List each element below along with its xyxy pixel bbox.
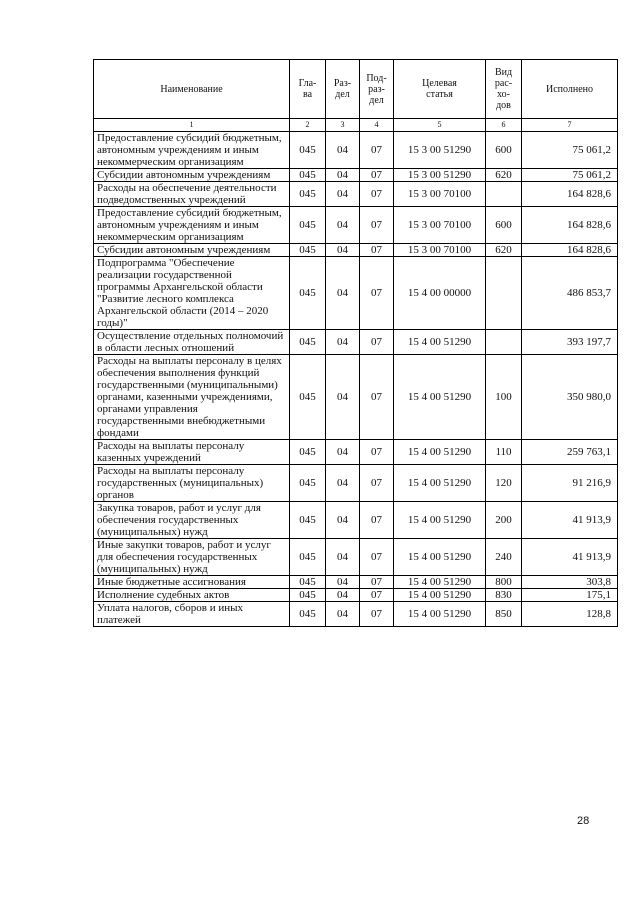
row-target: 15 4 00 51290	[394, 355, 486, 440]
header-row	[94, 60, 618, 119]
header-type: Вид рас- хо- дов	[486, 60, 522, 119]
row-subsection: 07	[360, 169, 394, 182]
table-row	[94, 539, 618, 576]
row-amount: 128,8	[522, 602, 618, 627]
budget-table-container	[93, 59, 617, 627]
header-chapter: Гла- ва	[290, 60, 326, 119]
row-type: 200	[486, 502, 522, 539]
row-section: 04	[326, 132, 360, 169]
row-type: 600	[486, 207, 522, 244]
row-target: 15 3 00 70100	[394, 182, 486, 207]
row-type	[486, 330, 522, 355]
row-name: Закупка товаров, работ и услуг для обеспечения государственных (муниципальных) нужд	[94, 502, 290, 539]
column-number: 4	[360, 119, 394, 132]
row-amount: 41 913,9	[522, 502, 618, 539]
table-row	[94, 182, 618, 207]
table-row	[94, 440, 618, 465]
page-number: 28	[577, 815, 590, 827]
row-section: 04	[326, 182, 360, 207]
table-row	[94, 355, 618, 440]
row-chapter: 045	[290, 330, 326, 355]
row-chapter: 045	[290, 257, 326, 330]
row-type: 120	[486, 465, 522, 502]
row-amount: 75 061,2	[522, 169, 618, 182]
row-subsection: 07	[360, 539, 394, 576]
row-name: Предоставление субсидий бюджетным, автономным учреждениям и иным некоммерческим организациям	[94, 132, 290, 169]
row-chapter: 045	[290, 169, 326, 182]
table-row	[94, 602, 618, 627]
row-target: 15 4 00 51290	[394, 602, 486, 627]
table-row	[94, 576, 618, 589]
row-target: 15 4 00 51290	[394, 589, 486, 602]
row-chapter: 045	[290, 502, 326, 539]
row-subsection: 07	[360, 355, 394, 440]
column-number: 7	[522, 119, 618, 132]
row-section: 04	[326, 330, 360, 355]
row-name: Исполнение судебных актов	[94, 589, 290, 602]
row-type: 110	[486, 440, 522, 465]
table-row	[94, 502, 618, 539]
row-name: Предоставление субсидий бюджетным, автономным учреждениям и иным некоммерческим организациям	[94, 207, 290, 244]
row-section: 04	[326, 502, 360, 539]
row-subsection: 07	[360, 257, 394, 330]
header-name: Наименование	[94, 60, 290, 119]
row-subsection: 07	[360, 132, 394, 169]
row-name: Расходы на обеспечение деятельности подведомственных учреждений	[94, 182, 290, 207]
row-subsection: 07	[360, 330, 394, 355]
row-amount: 393 197,7	[522, 330, 618, 355]
row-target: 15 4 00 51290	[394, 539, 486, 576]
row-name: Субсидии автономным учреждениям	[94, 169, 290, 182]
row-subsection: 07	[360, 465, 394, 502]
row-amount: 41 913,9	[522, 539, 618, 576]
header-subsection: Под- раз- дел	[360, 60, 394, 119]
row-subsection: 07	[360, 182, 394, 207]
row-section: 04	[326, 440, 360, 465]
row-target: 15 4 00 51290	[394, 440, 486, 465]
row-subsection: 07	[360, 440, 394, 465]
row-amount: 303,8	[522, 576, 618, 589]
row-section: 04	[326, 589, 360, 602]
row-target: 15 4 00 51290	[394, 576, 486, 589]
row-subsection: 07	[360, 207, 394, 244]
row-type	[486, 257, 522, 330]
row-chapter: 045	[290, 182, 326, 207]
row-section: 04	[326, 355, 360, 440]
row-section: 04	[326, 244, 360, 257]
row-subsection: 07	[360, 244, 394, 257]
row-section: 04	[326, 539, 360, 576]
row-target: 15 3 00 70100	[394, 207, 486, 244]
row-type: 830	[486, 589, 522, 602]
row-target: 15 3 00 51290	[394, 132, 486, 169]
row-amount: 259 763,1	[522, 440, 618, 465]
row-subsection: 07	[360, 502, 394, 539]
column-number: 6	[486, 119, 522, 132]
row-name: Иные бюджетные ассигнования	[94, 576, 290, 589]
table-body	[94, 132, 618, 627]
row-subsection: 07	[360, 576, 394, 589]
row-type	[486, 182, 522, 207]
row-type: 850	[486, 602, 522, 627]
row-type: 800	[486, 576, 522, 589]
column-number: 1	[94, 119, 290, 132]
row-target: 15 4 00 51290	[394, 465, 486, 502]
row-chapter: 045	[290, 576, 326, 589]
row-amount: 91 216,9	[522, 465, 618, 502]
row-target: 15 4 00 51290	[394, 502, 486, 539]
row-subsection: 07	[360, 589, 394, 602]
table-row	[94, 465, 618, 502]
row-name: Осуществление отдельных полномочий в области лесных отношений	[94, 330, 290, 355]
row-section: 04	[326, 169, 360, 182]
row-name: Подпрограмма "Обеспечение реализации государственной программы Архангельской области "Развитие лесного комплекса Архангельской области (2014 – 2020 годы)"	[94, 257, 290, 330]
row-type: 100	[486, 355, 522, 440]
header-amount: Исполнено	[522, 60, 618, 119]
header-section: Раз- дел	[326, 60, 360, 119]
row-target: 15 3 00 51290	[394, 169, 486, 182]
budget-table	[93, 59, 618, 627]
row-type: 620	[486, 169, 522, 182]
row-chapter: 045	[290, 440, 326, 465]
row-chapter: 045	[290, 539, 326, 576]
column-number: 2	[290, 119, 326, 132]
row-amount: 164 828,6	[522, 182, 618, 207]
row-name: Расходы на выплаты персоналу государственных (муниципальных) органов	[94, 465, 290, 502]
row-name: Иные закупки товаров, работ и услуг для обеспечения государственных (муниципальных) нужд	[94, 539, 290, 576]
row-chapter: 045	[290, 602, 326, 627]
row-section: 04	[326, 207, 360, 244]
table-row	[94, 132, 618, 169]
row-target: 15 4 00 51290	[394, 330, 486, 355]
row-chapter: 045	[290, 132, 326, 169]
row-type: 620	[486, 244, 522, 257]
row-section: 04	[326, 257, 360, 330]
row-name: Уплата налогов, сборов и иных платежей	[94, 602, 290, 627]
table-row	[94, 257, 618, 330]
table-row	[94, 207, 618, 244]
row-target: 15 3 00 70100	[394, 244, 486, 257]
row-amount: 164 828,6	[522, 207, 618, 244]
row-chapter: 045	[290, 589, 326, 602]
row-amount: 75 061,2	[522, 132, 618, 169]
row-amount: 350 980,0	[522, 355, 618, 440]
row-amount: 164 828,6	[522, 244, 618, 257]
row-chapter: 045	[290, 355, 326, 440]
column-number: 3	[326, 119, 360, 132]
row-chapter: 045	[290, 207, 326, 244]
row-name: Субсидии автономным учреждениям	[94, 244, 290, 257]
column-number-row	[94, 119, 618, 132]
row-type: 240	[486, 539, 522, 576]
table-row	[94, 330, 618, 355]
column-number: 5	[394, 119, 486, 132]
row-name: Расходы на выплаты персоналу в целях обеспечения выполнения функций государственными (муниципальными) органами, казенными учреждениями, органами управления государственными внебюджетными фондами	[94, 355, 290, 440]
row-type: 600	[486, 132, 522, 169]
row-subsection: 07	[360, 602, 394, 627]
row-amount: 486 853,7	[522, 257, 618, 330]
row-chapter: 045	[290, 465, 326, 502]
table-row	[94, 169, 618, 182]
row-amount: 175,1	[522, 589, 618, 602]
header-target: Целевая статья	[394, 60, 486, 119]
row-target: 15 4 00 00000	[394, 257, 486, 330]
row-name: Расходы на выплаты персоналу казенных учреждений	[94, 440, 290, 465]
row-section: 04	[326, 465, 360, 502]
table-row	[94, 244, 618, 257]
row-section: 04	[326, 602, 360, 627]
row-section: 04	[326, 576, 360, 589]
table-row	[94, 589, 618, 602]
row-chapter: 045	[290, 244, 326, 257]
